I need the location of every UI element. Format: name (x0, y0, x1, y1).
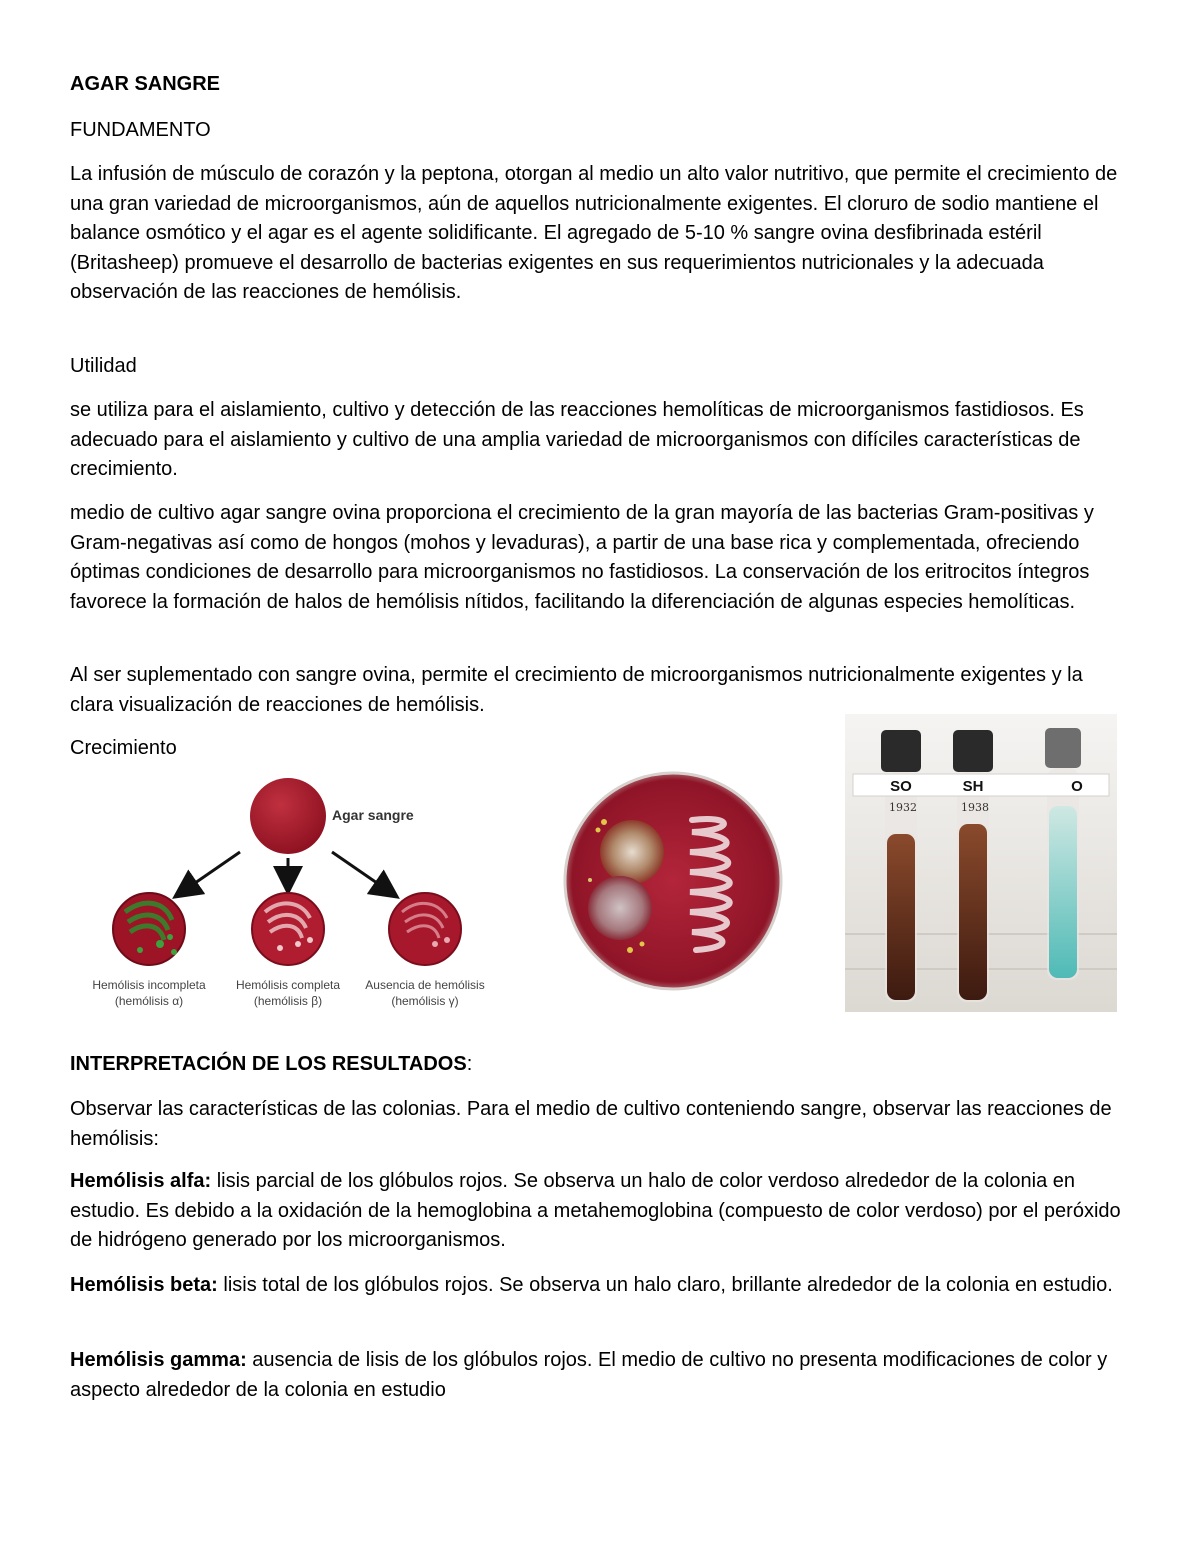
hemolisis-alfa-label: Hemólisis alfa: (70, 1170, 212, 1192)
hemolisis-alfa-text: lisis parcial de los glóbulos rojos. Se observa un halo de color verdoso alrededor de la colonia en estudio. Es debido a la oxidación de la hemoglobina a metahemoglobina (compuesto de color verdoso) por el peróxido de hidrógeno generado por los microorganismos. (70, 1170, 1121, 1252)
plate-beta (252, 893, 324, 965)
interpretacion-title: INTERPRETACIÓN DE LOS RESULTADOS (70, 1053, 467, 1075)
caption-beta-line1: Hemólisis completa (235, 978, 341, 992)
tube-o (1045, 728, 1081, 980)
hemolisis-beta-label: Hemólisis beta: (70, 1274, 218, 1296)
tube-handwriting-1: 1932 (889, 801, 917, 814)
caption-alpha-line1: Hemólisis incompleta (92, 978, 206, 992)
utilidad-heading: Utilidad (70, 355, 137, 377)
agar-sangre-label: Agar sangre (332, 807, 414, 823)
hemolisis-beta-text: lisis total de los glóbulos rojos. Se observa un halo claro, brillante alrededor de la colonia en estudio. (217, 1274, 1113, 1296)
arrow-right (332, 852, 390, 892)
interpretacion-paragraph: Observar las características de las colonias. Para el medio de cultivo conteniendo sangre, observar las reacciones de hemólisis: (70, 1098, 1112, 1150)
utilidad-paragraph-2: medio de cultivo agar sangre ovina proporciona el crecimiento de la gran mayoría de las bacterias Gram-positivas y Gram-negativas así como de hongos (mohos y levaduras), a partir de una base rica y complementada, ofreciendo óptimas condiciones de desarrollo para microorganismos no fastidiosos. La conservación de los eritrocitos íntegros favorece la formación de halos de hemólisis nítidos, facilitando la diferenciación de algunas especies hemolíticas. (70, 502, 1094, 613)
interpretacion-colon: : (466, 1053, 473, 1075)
tube-so (881, 730, 921, 1002)
tube-sh (953, 730, 993, 1002)
tube-label-so: SO (890, 778, 912, 795)
caption-gamma-line2: (hemólisis γ) (391, 994, 459, 1008)
caption-beta (218, 977, 358, 1009)
fundamento-paragraph: La infusión de músculo de corazón y la peptona, otorgan al medio un alto valor nutritivo, que permite el crecimiento de una gran variedad de microorganismos, aún de aquellos nutricionalmente exigentes. El cloruro de sodio mantiene el balance osmótico y el agar es el agente solidificante. El agregado de 5-10 % sangre ovina desfibrinada estéril (Britasheep) promueve el desarrollo de bacterias exigentes en sus requerimientos nutricionales y la adecuada observación de las reacciones de hemólisis. (70, 163, 1118, 304)
caption-beta-line2: (hemólisis β) (253, 994, 323, 1008)
hemolisis-gamma-label: Hemólisis gamma: (70, 1349, 247, 1371)
hemolysis-diagram (70, 772, 510, 1022)
hemolisis-alfa-paragraph (70, 1167, 1130, 1256)
hemolisis-gamma-text: ausencia de lisis de los glóbulos rojos. El medio de cultivo no presenta modificaciones de color y aspecto alrededor de la colonia en estudio (70, 1349, 1108, 1401)
hemolisis-beta-paragraph (70, 1271, 1130, 1301)
colony-halo-2 (588, 876, 652, 940)
test-tubes-svg (845, 714, 1117, 1012)
caption-alpha-line2: (hemólisis α) (114, 994, 184, 1008)
hemolisis-gamma-paragraph (70, 1346, 1130, 1405)
tube-label-o: O (1071, 778, 1083, 795)
tube-label-sh: SH (962, 778, 984, 795)
caption-gamma (355, 977, 495, 1009)
caption-gamma-line1: Ausencia de hemólisis (365, 978, 485, 992)
tube-handwriting-2: 1938 (961, 801, 989, 814)
test-tubes-photo (845, 714, 1117, 1012)
caption-alpha (79, 977, 219, 1009)
plate-alpha (113, 893, 185, 965)
agar-plate-top (250, 778, 326, 854)
utilidad-paragraph-3: Al ser suplementado con sangre ovina, permite el crecimiento de microorganismos nutricionalmente exigentes y la clara visualización de reacciones de hemólisis. (70, 664, 1083, 716)
document-title: AGAR SANGRE (70, 73, 221, 95)
colony-halo-1 (600, 820, 664, 884)
utilidad-paragraph-1: se utiliza para el aislamiento, cultivo y detección de las reacciones hemolíticas de microorganismos fastidiosos. Es adecuado para el aislamiento y cultivo de una amplia variedad de microorganismos con difíciles características de crecimiento. (70, 399, 1084, 481)
crecimiento-heading: Crecimiento (70, 737, 177, 759)
petri-dish-svg (562, 770, 784, 992)
arrow-left (182, 852, 240, 892)
fundamento-heading: FUNDAMENTO (70, 119, 211, 141)
plate-gamma (389, 893, 461, 965)
petri-dish-photo (562, 770, 784, 992)
interpretacion-heading (70, 1050, 1130, 1080)
